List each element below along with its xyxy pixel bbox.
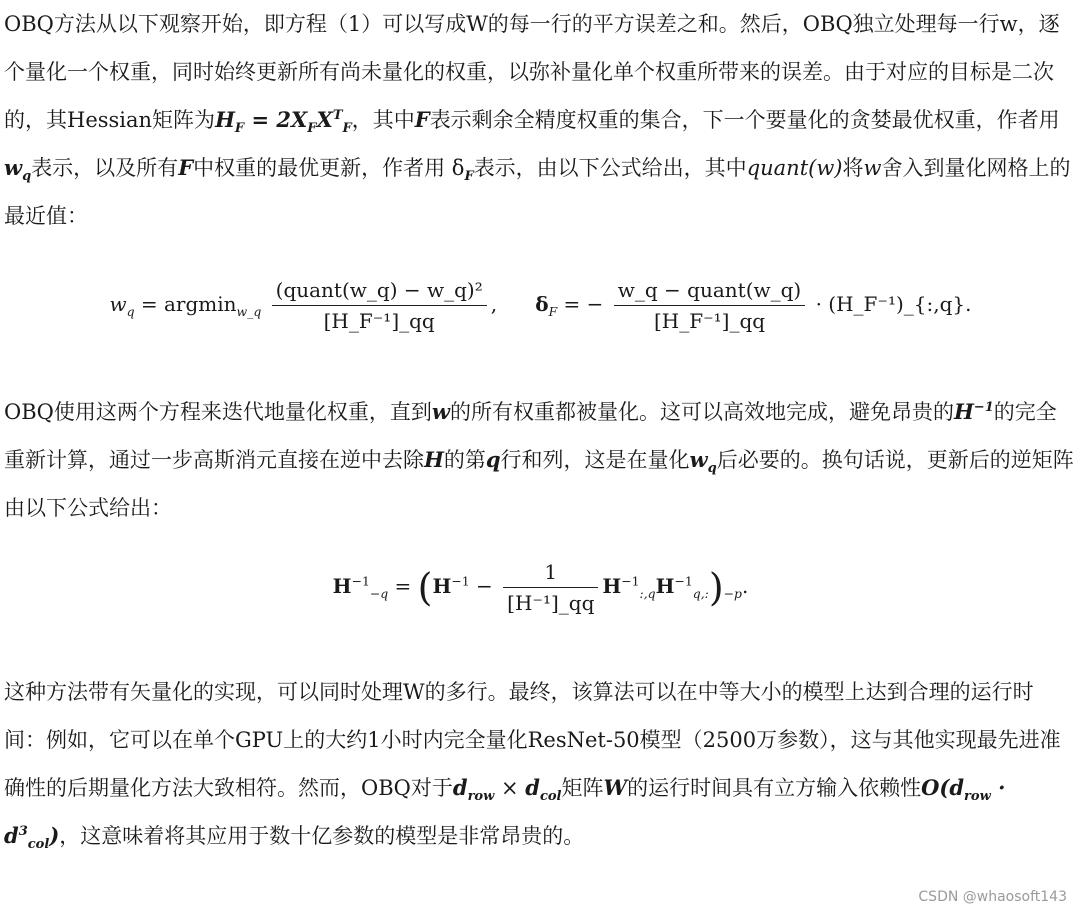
equation-inverse-update: $H^{-1}_{-q} = (H^{-1}$ − $\frac{1}{\text{[H⁻¹]\_qq}}$ $H^{-1}_{:,q}H^{-1}_{q,:})_{-p}$. [332, 560, 749, 615]
text: ，其中 [351, 108, 415, 132]
math-F: F [178, 155, 194, 180]
text: 矩阵 [561, 776, 604, 800]
csdn-watermark: CSDN @whaosoft143 [918, 889, 1067, 905]
text: 舍入到量化网格上的最近值： [4, 156, 1071, 228]
math-wq: $w_q$ [4, 155, 32, 185]
math-sub-F: F [464, 169, 474, 185]
equation-wq-deltaF: $w_q = argmin_{w\_q}$ $\frac{\text{(quant(w\_q) − w\_q)²}}{\text{[H\_F⁻¹]\_qq}}$ , $\delta_F$ = − $\frac{\text{w\_q − quant(w\_q)}}{\text{[H\_F⁻¹]\_qq}}$ · (H_F⁻¹)_{:,q}. [109, 278, 972, 333]
text: 的运行时间具有立方输入依赖性 [627, 776, 922, 800]
math-wq: $w_q$ [689, 447, 717, 477]
math-W: W [603, 775, 628, 800]
text: 行和列，这是在量化 [500, 448, 690, 472]
math-H: H [424, 447, 444, 472]
fraction-1: $\frac{\text{(quant(w\_q) − w\_q)²}}{\text{[H\_F⁻¹]\_qq}}$ [272, 278, 487, 333]
fraction-2: $\frac{\text{w\_q − quant(w\_q)}}{\text{[H\_F⁻¹]\_qq}}$ [614, 278, 805, 333]
text: 这种方法带有矢量化的实现，可以同时处理W的多行。最终，该算法可以在中等大小的模型上达到合理的运行时间：例如，它可以在单个GPU上的大约1小时内完全量化ResNet-50模型（2500万参数），这与其他实现最先进准确性的后期量化方法大致相符。然而，OBQ对于 [4, 680, 1061, 800]
text: 中权重的最优更新，作者用 δ [193, 156, 465, 180]
text: 表示剩余全精度权重的集合，下一个要量化的贪婪最优权重，作者用 [429, 108, 1060, 132]
math-H: $H_F = 2X_FX^T_F$ [215, 107, 352, 137]
text: 表示，由以下公式给出，其中 [473, 156, 747, 180]
text: OBQ使用这两个方程来迭代地量化权重，直到 [4, 400, 432, 424]
text: 的完全重新计算，通过一步高斯消元直接在逆中去除 [4, 400, 1057, 472]
math-H-inverse: $H^{-1}$ [953, 399, 994, 424]
text: 的所有权重都被量化。这可以高效地完成，避免昂贵的 [449, 400, 954, 424]
text: ，这意味着将其应用于数十亿参数的模型是非常昂贵的。 [59, 824, 585, 848]
text: 的第 [443, 448, 486, 472]
paragraph-obq-runtime: 这种方法带有矢量化的实现，可以同时处理W的多行。最终，该算法可以在中等大小的模型上达到合理的运行时间：例如，它可以在单个GPU上的大约1小时内完全量化ResNet-50模型（2500万参数），这与其他实现最先进准确性的后期量化方法大致相符。然而，OBQ对于$d_{row} \times d_{col}$矩阵W的运行时间具有立方输入依赖性$O(d_{row} \cdot d^3_{col})$，这意味着将其应用于数十亿参数的模型是非常昂贵的。 [4, 680, 1061, 853]
paragraph-obq-intro [4, 0, 1074, 240]
text: OBQ方法从以下观察开始，即方程（1）可以写成W的每一行的平方误差之和。然后，OBQ独立处理每一行w，逐个量化一个权重，同时始终更新所有尚未量化的权重，以弥补量化单个权重所带来的误差。由于对应的目标是二次的，其Hessian矩阵为 [4, 12, 1060, 132]
math-dcol: $d_{col}$ [525, 775, 562, 805]
math-quant: quant(w) [746, 156, 843, 180]
paragraph-obq-iterate [4, 388, 1074, 532]
math-w: w [863, 156, 882, 180]
math-complexity: $O(d_{row} \cdot d^3_{col})$ [4, 775, 1006, 853]
text: 表示，以及所有 [31, 156, 179, 180]
fraction-3: $\frac{1}{\text{[H⁻¹]\_qq}}$ [503, 560, 598, 615]
text: 后必要的。换句话说，更新后的逆矩阵由以下公式给出： [4, 448, 1074, 520]
math-w: w [431, 399, 450, 424]
math-drow: $d_{row}$ [452, 775, 495, 805]
math-q: q [485, 447, 501, 472]
math-F: F [414, 107, 430, 132]
text: 将 [842, 156, 864, 180]
